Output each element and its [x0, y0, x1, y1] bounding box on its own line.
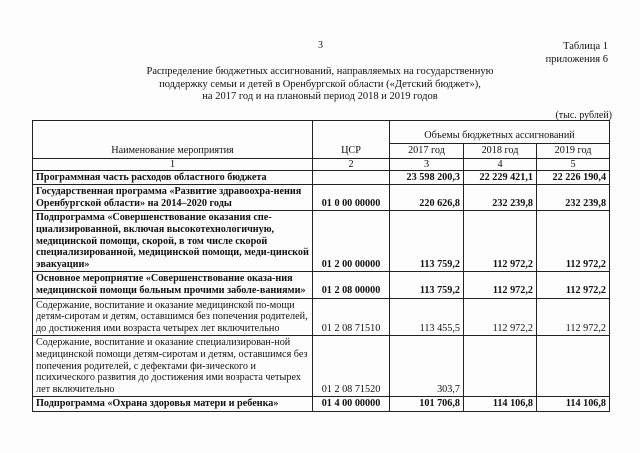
cell-csr: 01 0 00 00000	[313, 185, 390, 211]
column-number: 2	[313, 158, 390, 170]
page-number: 3	[318, 40, 323, 51]
cell-csr: 01 2 08 71520	[313, 336, 390, 397]
column-number: 4	[464, 158, 537, 170]
column-number: 1	[33, 158, 313, 170]
column-header-name: Наименование мероприятия	[33, 121, 313, 159]
cell-csr: 01 2 00 00000	[313, 211, 390, 272]
cell-2017: 23 598 200,3	[390, 170, 464, 185]
cell-2017: 101 706,8	[390, 397, 464, 412]
cell-2019: 114 106,8	[537, 397, 610, 412]
title-line: поддержку семьи и детей в Оренбургской области («Детский бюджет»),	[159, 78, 481, 90]
cell-csr: 01 4 00 00000	[313, 397, 390, 412]
cell-name: Содержание, воспитание и оказание специализирован-ной медицинской помощи детям-сиротам и детям, оставшимся без попечения родителей, с дефектами фи-зического и психического развития до достижения ими возраста четырех лет включительно	[33, 336, 313, 397]
table-row	[33, 397, 610, 412]
cell-2019: 232 239,8	[537, 185, 610, 211]
title-line: Распределение бюджетных ассигнований, направляемых на государственную	[146, 66, 494, 77]
table-reference	[546, 40, 608, 66]
cell-2017: 303,7	[390, 336, 464, 397]
cell-2018: 114 106,8	[464, 397, 537, 412]
cell-name: Основное мероприятие «Совершенствование оказа-ния медицинской помощи больным прочими заболе-ваниями»	[33, 272, 313, 298]
cell-2018: 232 239,8	[464, 185, 537, 211]
column-header-volumes: Объемы бюджетных ассигнований	[390, 121, 610, 144]
table-row	[33, 211, 610, 272]
cell-2018	[464, 336, 537, 397]
appendix-label: приложения 6	[545, 54, 608, 65]
cell-2019	[537, 336, 610, 397]
cell-csr	[313, 170, 390, 185]
cell-2019: 112 972,2	[537, 298, 610, 336]
table-row	[33, 336, 610, 397]
cell-2017: 113 759,2	[390, 211, 464, 272]
cell-2018: 22 229 421,1	[464, 170, 537, 185]
cell-2018: 112 972,2	[464, 211, 537, 272]
cell-csr: 01 2 08 00000	[313, 272, 390, 298]
column-header-year: 2019 год	[537, 144, 610, 159]
table-row	[33, 272, 610, 298]
title-line: на 2017 год и на плановый период 2018 и 2019 годов	[202, 91, 438, 102]
table-row	[33, 170, 610, 185]
cell-name: Содержание, воспитание и оказание медицинской по-мощи детям-сиротам и детям, оставшимся без попечения родителей, до достижения ими возраста четырех лет включительно	[33, 298, 313, 336]
cell-csr: 01 2 08 71510	[313, 298, 390, 336]
cell-name: Подпрограмма «Охрана здоровья матери и ребенка»	[33, 397, 313, 412]
table-label: Таблица 1	[563, 41, 608, 52]
cell-2017: 113 759,2	[390, 272, 464, 298]
cell-2018: 112 972,2	[464, 272, 537, 298]
cell-2019: 22 226 190,4	[537, 170, 610, 185]
cell-2017: 220 626,8	[390, 185, 464, 211]
column-number: 5	[537, 158, 610, 170]
table-row	[33, 298, 610, 336]
document-title	[100, 66, 540, 104]
budget-table	[32, 120, 610, 412]
units-label: (тыс. рублей)	[555, 110, 612, 121]
cell-2019: 112 972,2	[537, 211, 610, 272]
cell-name: Государственная программа «Развитие здравоохра-нения Оренбургской области» на 2014–2020 годы	[33, 185, 313, 211]
cell-2017: 113 455,5	[390, 298, 464, 336]
column-header-year: 2018 год	[464, 144, 537, 159]
cell-2018: 112 972,2	[464, 298, 537, 336]
column-header-csr: ЦСР	[313, 121, 390, 159]
cell-name: Подпрограмма «Совершенствование оказания спе-циализированной, включая высокотехнологичную, медицинской помощи, скорой, в том числе скорой специализированной, медицинской помощи, меди-цинской эвакуации»	[33, 211, 313, 272]
table-row	[33, 185, 610, 211]
cell-name: Программная часть расходов областного бюджета	[33, 170, 313, 185]
column-header-year: 2017 год	[390, 144, 464, 159]
column-number: 3	[390, 158, 464, 170]
cell-2019: 112 972,2	[537, 272, 610, 298]
